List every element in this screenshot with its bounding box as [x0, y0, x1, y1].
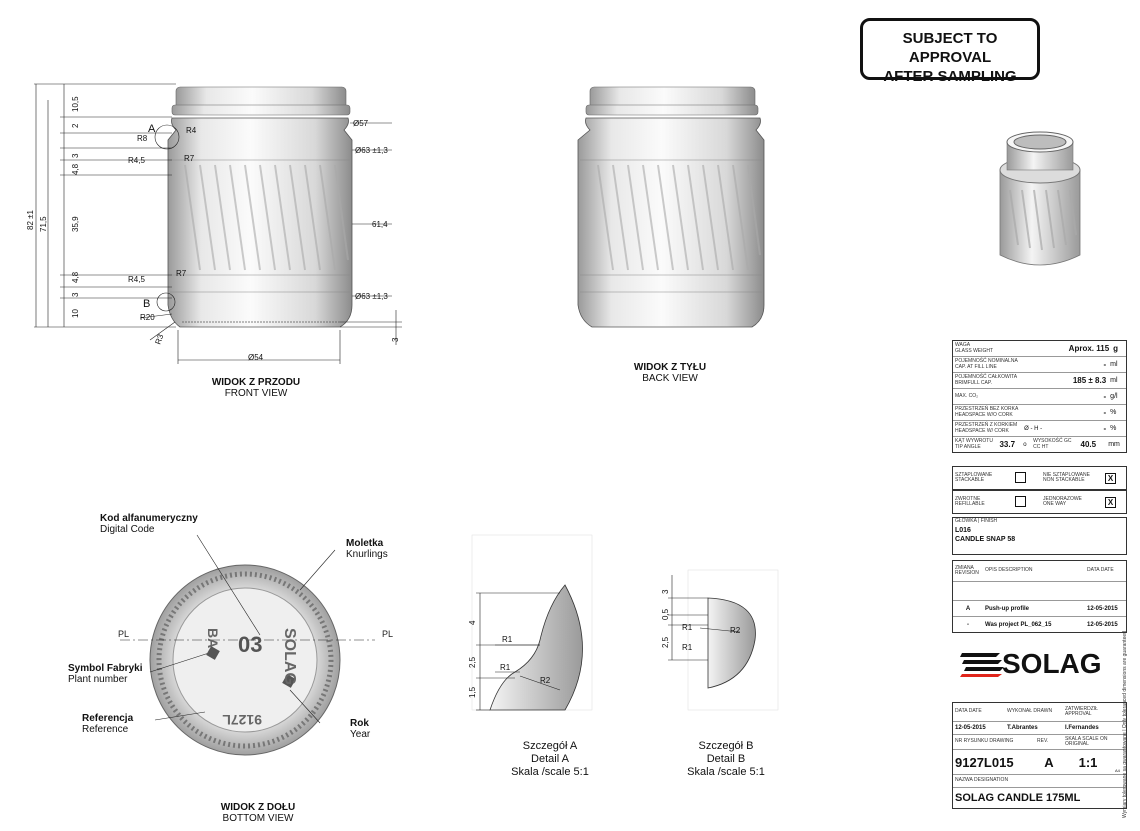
detail-a-drawing	[468, 535, 592, 710]
spec-brimful-en: BRIMFULL CAP.	[955, 379, 992, 386]
refillable-row	[953, 491, 1126, 513]
title-block	[952, 702, 1127, 809]
date-value: 12-05-2015	[955, 725, 986, 731]
spec-capfill-row	[953, 357, 1126, 373]
solag-logo	[960, 643, 1120, 679]
back-view-label	[590, 362, 750, 384]
dim-r7-top: R7	[184, 154, 195, 163]
title-block-values-row	[953, 722, 1126, 735]
base-number-text: 9127L	[222, 712, 262, 728]
stack-en: STACKABLE	[955, 477, 985, 483]
revision-table	[952, 560, 1127, 633]
detail-b-dim-3: 3	[661, 589, 670, 594]
spec-weight-en: GLASS WEIGHT	[955, 347, 994, 354]
revision-rev: -	[967, 621, 969, 628]
designation-value: SOLAG CANDLE 175ML	[955, 792, 1081, 804]
spec-hs-wo-row	[953, 405, 1126, 421]
spec-brimful-pl: POJEMNOŚĆ CAŁKOWITA	[955, 374, 1018, 380]
pl-left: PL	[118, 629, 130, 639]
spec-cc-en: CC HT	[1033, 443, 1049, 450]
spec-weight-unit: g	[1113, 344, 1119, 353]
callout-year-pl: Rok	[350, 718, 369, 729]
spec-co2-row	[953, 389, 1126, 405]
one-way-checkbox: X	[1105, 497, 1116, 508]
callout-year-en: Year	[350, 729, 371, 740]
date-label: DATA DATE	[955, 708, 982, 715]
tolerance-note: Wymiary tolerowane są gwarantowane | Only toleranced dimensions are guaranteed	[1122, 631, 1128, 818]
detail-b-r1-top: R1	[682, 623, 693, 632]
nonstack-pl: NIE SZTAPLOWANE	[1043, 471, 1090, 478]
drawing-number-value: 9127L015	[955, 754, 1014, 770]
detail-a-r1-top: R1	[502, 635, 513, 644]
back-view-title-pl: WIDOK Z TYŁU	[633, 362, 707, 373]
spec-hs-wo-pl: PRZESTRZEŃ BEZ KORKA	[955, 406, 1019, 412]
refillable-table	[952, 490, 1127, 514]
spec-hs-w-value: -	[1103, 424, 1107, 433]
callout-code-en: Digital Code	[100, 524, 155, 535]
refillable-checkbox	[1015, 496, 1026, 507]
front-view-jar	[168, 87, 352, 327]
callout-year	[350, 718, 370, 740]
finish-code: L016	[955, 526, 971, 534]
spec-capfill-en: CAP. AT FILL LINE	[955, 363, 997, 370]
dim-r45-bottom: R4,5	[128, 275, 145, 284]
spec-hs-wo-unit: %	[1110, 409, 1117, 416]
non-stackable-checkbox: X	[1105, 473, 1116, 484]
spec-brimful-row	[953, 373, 1126, 389]
detail-a-r1-bottom: R1	[500, 663, 511, 672]
callout-plant-en: Plant number	[68, 674, 128, 685]
revision-header-row	[953, 561, 1126, 582]
pl-right: PL	[382, 629, 394, 639]
spec-tip-unit: o	[1023, 441, 1027, 448]
back-view-title-en: BACK VIEW	[642, 373, 698, 384]
dim-r7-bottom: R7	[176, 269, 187, 278]
front-view-label	[176, 377, 336, 399]
callout-reference	[82, 713, 133, 735]
dim-r45-top: R4,5	[128, 156, 145, 165]
refill-pl: ZWROTNE	[955, 495, 981, 502]
dim-715: 71,5	[39, 216, 48, 232]
stack-pl: SZTAPLOWANE	[955, 471, 993, 478]
dim-82: 82 ±1	[26, 210, 35, 230]
rev-value: A	[1044, 754, 1054, 770]
revision-row	[953, 617, 1126, 632]
base-code-text: 03	[238, 632, 263, 657]
dim-2: 2	[71, 123, 80, 128]
drawing-labels-row	[953, 735, 1126, 750]
spec-hs-w-row	[953, 421, 1126, 437]
spec-co2-value: -	[1103, 392, 1107, 401]
designation-label: NAZWA DESIGNATION	[955, 777, 1009, 784]
revision-desc: Push-up profile	[985, 605, 1029, 612]
spec-hs-w-en: HEADSPACE W/ CORK	[955, 427, 1009, 434]
dim-48-top: 4,8	[71, 163, 80, 175]
solag-logo-mark	[960, 643, 1120, 679]
designation-label-row	[953, 775, 1126, 788]
detail-a-scale: Skala /scale 5:1	[511, 766, 589, 778]
detail-a-title-pl: Szczegół A	[522, 740, 578, 752]
revision-date: 12-05-2015	[1087, 605, 1118, 612]
nonstack-en: NON STACKABLE	[1043, 477, 1085, 483]
detail-a-dim-15: 1,5	[468, 686, 477, 698]
detail-a-label	[490, 740, 610, 779]
bottom-view-label	[178, 802, 338, 824]
dim-r4: R4	[186, 126, 197, 135]
callout-plant-number	[68, 663, 142, 685]
callout-ref-pl: Referencja	[82, 713, 134, 724]
dim-r8: R8	[137, 134, 148, 143]
revision-date: 12-05-2015	[1087, 621, 1118, 628]
oneway-pl: JEDNORAZOWE	[1043, 495, 1082, 502]
drawn-label: WYKONAŁ DRAWN	[1007, 708, 1053, 715]
dim-3-bottom: 3	[71, 292, 80, 297]
isometric-jar	[990, 130, 1090, 275]
spec-weight-row	[953, 341, 1126, 357]
dim-3-top: 3	[71, 153, 80, 158]
dim-d57: Ø57	[353, 119, 369, 128]
detail-b-scale: Skala /scale 5:1	[687, 766, 765, 778]
detail-a-title-en: Detail A	[531, 753, 569, 765]
spec-brimful-unit: ml	[1110, 377, 1118, 384]
designation-value-row	[953, 788, 1126, 808]
detail-a-r2: R2	[540, 676, 551, 685]
spec-cc-value: 40.5	[1080, 440, 1097, 449]
detail-b-label	[666, 740, 786, 779]
spec-tip-row	[953, 437, 1126, 452]
approved-value: I.Fernandes	[1065, 725, 1099, 731]
stamp-line-1: SUBJECT TO APPROVAL	[902, 30, 998, 66]
revision-desc: Was project PL_062_15	[985, 621, 1052, 628]
drawn-value: T.Abrantes	[1007, 725, 1038, 731]
rev-label: REV.	[1037, 738, 1049, 745]
spec-hs-wo-value: -	[1103, 408, 1107, 417]
detail-b-title-en: Detail B	[706, 753, 746, 765]
spec-co2-unit: g/l	[1110, 393, 1118, 400]
mark-a: A	[148, 123, 156, 135]
drawing-number-label: NR RYSUNKU DRAWING	[955, 738, 1014, 745]
stackable-row	[953, 467, 1126, 489]
back-view-jar	[578, 87, 764, 327]
dim-r20: R20	[140, 313, 155, 322]
scale-value: 1:1	[1078, 754, 1098, 770]
sheet-size: A4	[1115, 768, 1120, 773]
dim-614: 61,4	[372, 220, 388, 229]
bottom-view-title-en: BOTTOM VIEW	[222, 813, 294, 824]
spec-cc-unit: mm	[1108, 441, 1120, 448]
detail-b-dim-25: 2,5	[661, 636, 670, 648]
dim-10: 10	[71, 309, 80, 318]
base-solag-text: SOLAG	[281, 628, 298, 685]
logo-text: SOLAG	[1002, 648, 1102, 679]
detail-a-dim-4: 4	[468, 620, 477, 625]
title-block-labels-row	[953, 703, 1126, 722]
callout-knurl-pl: Moletka	[346, 538, 384, 549]
approved-label: ZATWIERDZIŁ APPROVAL	[1065, 705, 1098, 717]
dim-r3: R3	[153, 332, 166, 346]
dim-48-bottom: 4,8	[71, 271, 80, 283]
revision-empty-row	[953, 582, 1126, 601]
spec-table	[952, 340, 1127, 453]
spec-capfill-unit: ml	[1110, 361, 1118, 368]
spec-co2-label: MAX. CO₂	[955, 392, 979, 399]
stamp-line-2: AFTER SAMPLING	[883, 68, 1017, 85]
dim-3-right: 3	[391, 337, 400, 342]
finish-box	[952, 517, 1127, 555]
detail-a-dim-25: 2,5	[468, 656, 477, 668]
stackable-checkbox	[1015, 472, 1026, 483]
front-view-title-en: FRONT VIEW	[224, 388, 288, 399]
spec-capfill-value: -	[1103, 360, 1107, 369]
detail-b-r2: R2	[730, 626, 741, 635]
callout-knurlings	[346, 538, 388, 560]
refill-en: REFILLABLE	[955, 501, 985, 507]
callout-digital-code	[100, 513, 198, 535]
stackable-table	[952, 466, 1127, 490]
spec-hs-w-mid: Ø - H -	[1024, 425, 1043, 432]
spec-hs-wo-en: HEADSPACE W/O CORK	[955, 411, 1013, 418]
front-view-title-pl: WIDOK Z PRZODU	[211, 377, 301, 388]
detail-b-drawing	[661, 570, 778, 710]
finish-name: CANDLE SNAP 58	[955, 535, 1016, 543]
spec-hs-w-unit: %	[1110, 425, 1117, 432]
spec-weight-value: Aprox. 115	[1068, 344, 1110, 353]
callout-ref-en: Reference	[82, 724, 129, 735]
date-col-header: DATA DATE	[1087, 567, 1114, 574]
dim-d63-top: Ø63 ±1,3	[355, 146, 388, 155]
drawing-values-row	[953, 750, 1126, 775]
dim-105: 10,5	[71, 96, 80, 112]
callout-plant-pl: Symbol Fabryki	[68, 663, 143, 674]
description-col-header: OPIS DESCRIPTION	[985, 567, 1033, 574]
spec-weight-pl: WAGA	[955, 342, 971, 348]
mark-b: B	[143, 298, 151, 310]
base-ba-text: BA	[205, 628, 221, 649]
dim-359: 35,9	[71, 216, 80, 232]
spec-hs-w-pl: PRZESTRZEŃ Z KORKIEM	[955, 422, 1018, 428]
finish-label: GŁÓWKA | FINISH	[955, 518, 998, 524]
dim-d63-bottom: Ø63 ±1,3	[355, 292, 388, 301]
detail-b-r1-bottom: R1	[682, 643, 693, 652]
spec-tip-pl: KĄT WYWROTU	[955, 438, 993, 444]
spec-cc-pl: WYSOKOŚĆ GC	[1033, 438, 1072, 444]
oneway-en: ONE WAY	[1043, 501, 1067, 507]
spec-tip-en: TIP ANGLE	[955, 443, 981, 450]
dim-d54: Ø54	[248, 353, 264, 362]
callout-knurl-en: Knurlings	[346, 549, 388, 560]
callout-code-pl: Kod alfanumeryczny	[100, 513, 198, 524]
spec-tip-value: 33.7	[999, 440, 1016, 449]
scale-label: SKALA SCALE ON ORIGINAL	[1065, 735, 1108, 747]
spec-capfill-pl: POJEMNOŚĆ NOMINALNA	[955, 358, 1018, 364]
bottom-view-title-pl: WIDOK Z DOŁU	[220, 802, 296, 813]
revision-row	[953, 601, 1126, 617]
revision-col-header: ZMIANA REVISION	[955, 564, 979, 576]
revision-rev: A	[965, 605, 971, 612]
detail-b-dim-05: 0,5	[661, 608, 670, 620]
detail-b-title-pl: Szczegół B	[698, 740, 754, 752]
spec-brimful-value: 185 ± 8.3	[1072, 376, 1107, 385]
